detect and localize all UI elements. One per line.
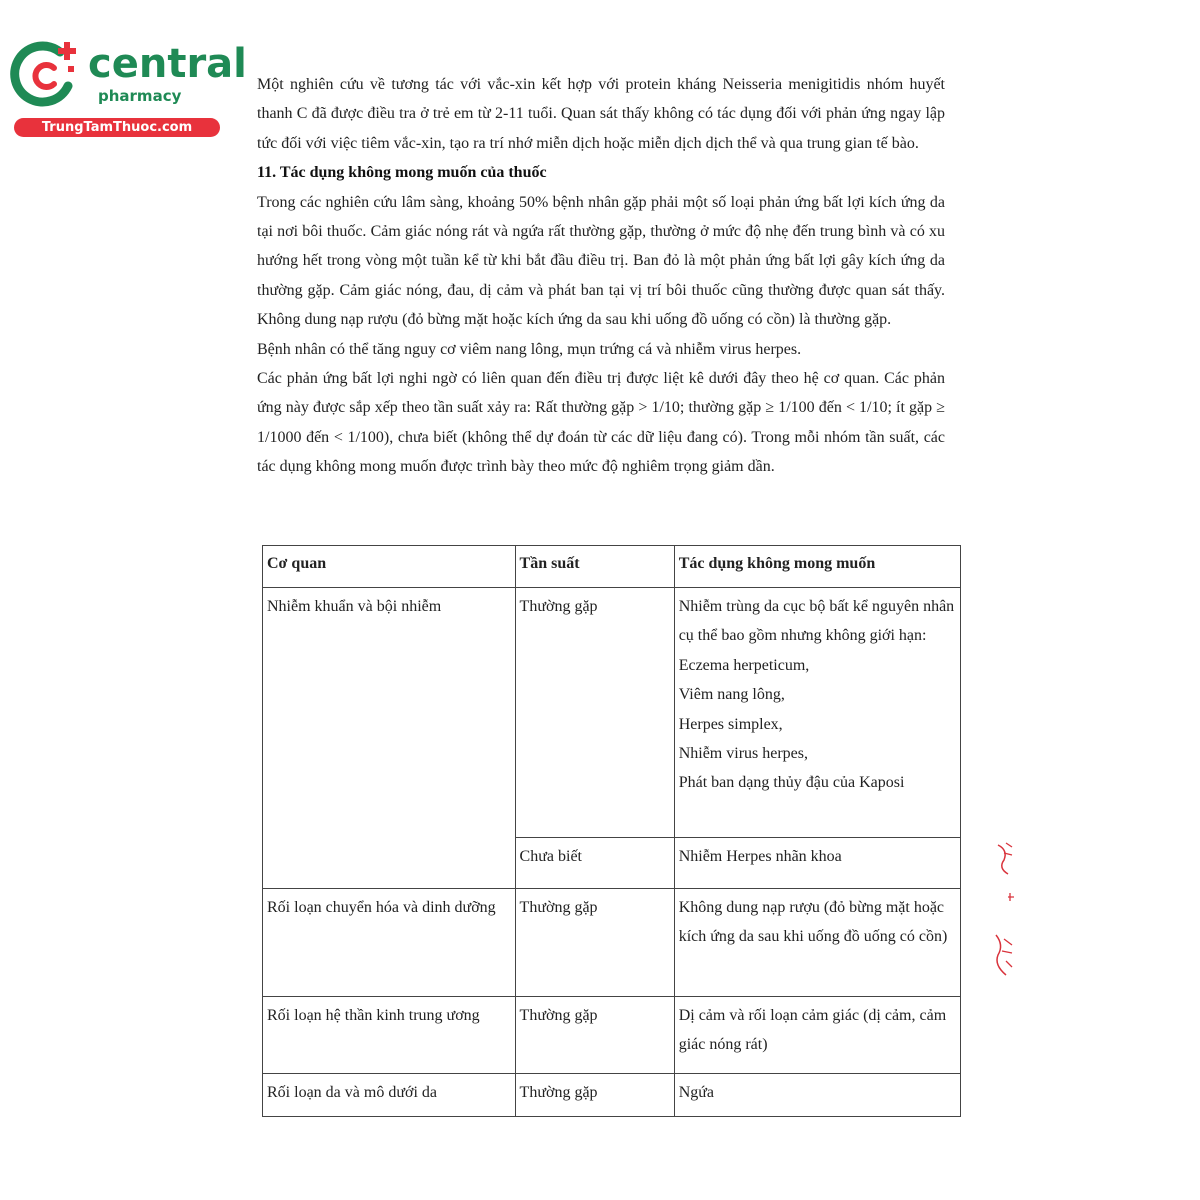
section-heading: 11. Tác dụng không mong muốn của thuốc xyxy=(257,164,547,182)
logo-url-badge: TrungTamThuoc.com xyxy=(14,118,220,137)
table-row xyxy=(263,588,961,838)
effect-line: Nhiễm Herpes nhãn khoa xyxy=(678,848,842,865)
effect-line: Nhiễm virus herpes, xyxy=(678,745,809,763)
organ-cell: Rối loạn chuyển hóa và dinh dưỡng xyxy=(263,889,516,997)
effect-line: Nhiễm trùng da cục bộ bất kể nguyên nhân cụ thể bao gồm nhưng không giới hạn: xyxy=(678,598,955,645)
effects-cell xyxy=(674,1074,960,1117)
paragraph-adverse-overview: Trong các nghiên cứu lâm sàng, khoảng 50% bệnh nhân gặp phải một số loại phản ứng bất lợi kích ứng da tại nơi bôi thuốc. Cảm giác nóng rát và ngứa rất thường gặp, thường ở mức độ nhẹ đến trung bình và có xu hướng hết trong vòng một tuần kể từ khi bắt đầu điều trị. Ban đỏ là một phản ứng bất lợi gây kích ứng da thường gặp. Cảm giác nóng, đau, dị cảm và phát ban tại vị trí bôi thuốc cũng thường được quan sát thấy. Không dung nạp rượu (đỏ bừng mặt hoặc kích ứng da sau khi uống đồ uống có cồn) là thường gặp. xyxy=(257,193,945,329)
organ-cell: Rối loạn hệ thần kinh trung ương xyxy=(263,997,516,1074)
intro-paragraph: Một nghiên cứu về tương tác với vắc-xin kết hợp với protein kháng Neisseria menigitidis nhóm huyết thanh C đã được điều tra ở trẻ em từ 2-11 tuổi. Quan sát thấy không có tác dụng đối với phản ứng ngay lập tức đối với việc tiêm vắc-xin, tạo ra trí nhớ miễn dịch hoặc miễn dịch dịch thể và qua trung gian tế bào. xyxy=(257,76,945,152)
frequency-cell: Chưa biết xyxy=(515,838,674,889)
effect-line: Dị cảm và rối loạn cảm giác (dị cảm, cảm giác nóng rát) xyxy=(678,1007,947,1054)
effects-cell xyxy=(674,889,960,997)
effect-line: Không dung nạp rượu (đỏ bừng mặt hoặc kích ứng da sau khi uống đồ uống có cồn) xyxy=(678,899,948,946)
effects-cell xyxy=(674,838,960,889)
effects-cell xyxy=(674,588,960,838)
frequency-cell: Thường gặp xyxy=(515,588,674,838)
effect-line: Viêm nang lông, xyxy=(678,686,785,704)
red-stamp-fragment-icon xyxy=(990,835,1030,985)
brand-logo xyxy=(10,38,247,138)
header-frequency: Tần suất xyxy=(515,546,674,588)
effect-line: Phát ban dạng thủy đậu của Kaposi xyxy=(678,774,905,792)
frequency-cell: Thường gặp xyxy=(515,889,674,997)
table-row xyxy=(263,889,961,997)
adverse-effects-table xyxy=(262,545,961,1117)
effect-line: Ngứa xyxy=(678,1084,715,1101)
effects-cell xyxy=(674,997,960,1074)
organ-cell: Rối loạn da và mô dưới da xyxy=(263,1074,516,1117)
document-body xyxy=(257,70,945,482)
logo-sub-text: pharmacy xyxy=(98,87,182,105)
paragraph-frequency: Các phản ứng bất lợi nghi ngờ có liên quan đến điều trị được liệt kê dưới đây theo hệ cơ quan. Các phản ứng này được sắp xếp theo tần suất xảy ra: Rất thường gặp > 1/10; thường gặp ≥ 1/100 đến < 1/10; ít gặp ≥ 1/1000 đến < 1/100), chưa biết (không thể dự đoán từ các dữ liệu đang có). Trong mỗi nhóm tần suất, các tác dụng không mong muốn được trình bày theo mức độ nghiêm trọng giảm dần. xyxy=(257,370,945,476)
header-organ: Cơ quan xyxy=(263,546,516,588)
frequency-cell: Thường gặp xyxy=(515,1074,674,1117)
organ-cell: Nhiễm khuẩn và bội nhiễm xyxy=(263,588,516,889)
effect-line: Eczema herpeticum, xyxy=(678,656,810,674)
frequency-cell: Thường gặp xyxy=(515,997,674,1074)
table-row xyxy=(263,1074,961,1117)
header-effects: Tác dụng không mong muốn xyxy=(674,546,960,588)
logo-brand-text: central xyxy=(88,41,247,87)
central-pharmacy-logo-icon xyxy=(10,38,82,110)
effect-line: Herpes simplex, xyxy=(678,715,783,733)
paragraph-risk: Bệnh nhân có thể tăng nguy cơ viêm nang lông, mụn trứng cá và nhiễm virus herpes. xyxy=(257,340,802,358)
table-header-row xyxy=(263,546,961,588)
table-row xyxy=(263,997,961,1074)
